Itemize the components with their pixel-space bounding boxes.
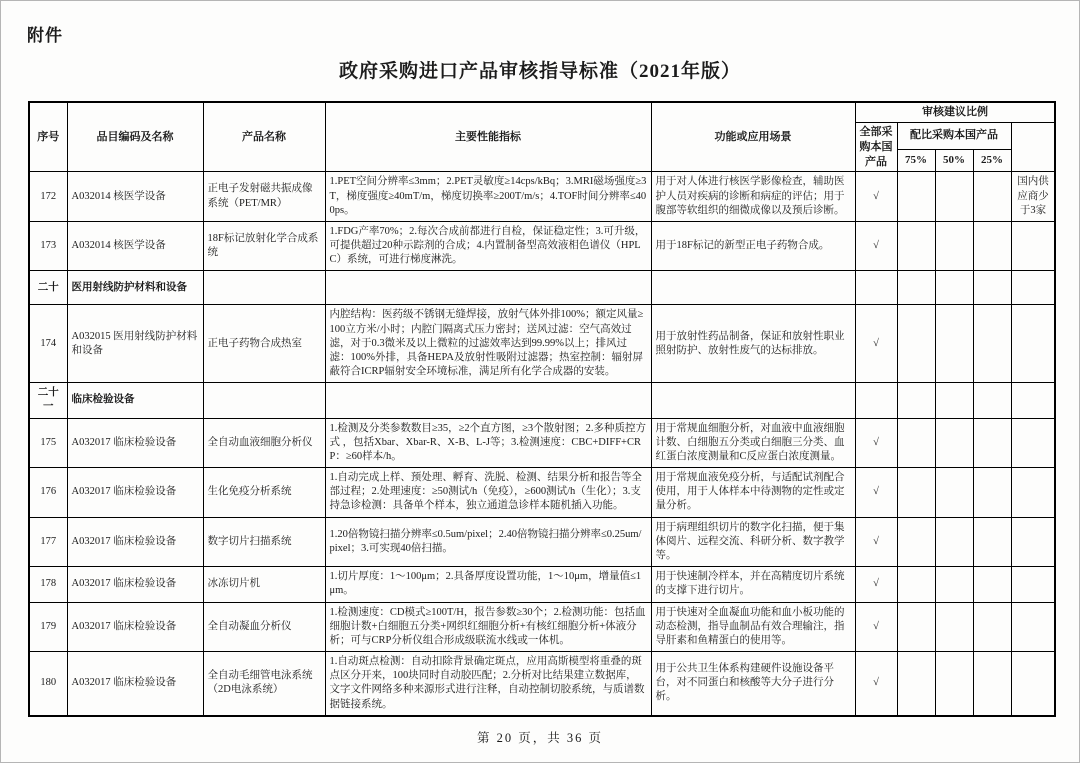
row-75 [897, 468, 935, 518]
header-performance: 主要性能指标 [325, 102, 651, 172]
row-all-domestic-check: √ [855, 221, 897, 271]
row-product-name: 生化免疫分析系统 [203, 468, 325, 518]
row-item-code: A032017 临床检验设备 [67, 652, 203, 716]
row-item-code: A032017 临床检验设备 [67, 468, 203, 518]
row-performance: 1.20倍物镜扫描分辨率≤0.5um/pixel；2.40倍物镜扫描分辨率≤0.25um/pixel；3.可实现40倍扫描。 [325, 517, 651, 567]
row-product-name: 全自动毛细管电泳系统（2D电泳系统） [203, 652, 325, 716]
row-item-code: A032014 核医学设备 [67, 221, 203, 271]
row-seq: 174 [29, 305, 67, 383]
row-all-domestic-check: √ [855, 418, 897, 468]
row-75 [897, 221, 935, 271]
header-50: 50% [935, 149, 973, 171]
row-75 [897, 602, 935, 652]
standards-table-container [28, 101, 1054, 717]
row-25 [973, 221, 1011, 271]
table-row [29, 652, 1055, 716]
row-25 [973, 305, 1011, 383]
row-application: 用于快速对全血凝血功能和血小板功能的动态检测，指导血制品有效合理输注，指导肝素和鱼精蛋白的使用等。 [651, 602, 855, 652]
row-seq: 173 [29, 221, 67, 271]
table-row [29, 418, 1055, 468]
section-row [29, 383, 1055, 418]
section-50 [935, 271, 973, 305]
row-remarks [1011, 305, 1055, 383]
header-proportional: 配比采购本国产品 [897, 122, 1011, 149]
row-item-code: A032017 临床检验设备 [67, 567, 203, 602]
row-seq: 177 [29, 517, 67, 567]
section-seq: 二十一 [29, 383, 67, 418]
row-performance: 1.PET空间分辨率≤3mm；2.PET灵敏度≥14cps/kBq；3.MRI磁场强度≥3T，梯度强度≥40mT/m，梯度切换率≥200T/m/s；4.TOF时间分辨率≤400ps。 [325, 172, 651, 222]
row-application: 用于放射性药品制备，保证和放射性职业照射防护、放射性废气的达标排放。 [651, 305, 855, 383]
row-all-domestic-check: √ [855, 305, 897, 383]
section-50 [935, 383, 973, 418]
header-25: 25% [973, 149, 1011, 171]
row-remarks [1011, 221, 1055, 271]
page-indicator: 第 20 页，共 36 页 [476, 731, 603, 745]
row-25 [973, 652, 1011, 716]
row-50 [935, 468, 973, 518]
row-application: 用于常规血液免疫分析，与适配试剂配合使用，用于人体样本中待测物的定性或定量分析。 [651, 468, 855, 518]
row-25 [973, 567, 1011, 602]
row-remarks: 国内供应商少于3家 [1011, 172, 1055, 222]
section-row [29, 271, 1055, 305]
row-application: 用于常规血细胞分析，对血液中血液细胞计数、白细胞五分类或白细胞三分类、血红蛋白浓度测量和C反应蛋白浓度测量。 [651, 418, 855, 468]
row-performance: 1.检测速度：CD模式≥100T/H，报告参数≥30个；2.检测功能：包括血细胞计数+白细胞五分类+网织红细胞分析+有核红细胞分析+体液分析；可与CRP分析仪组合形成级联流水线或一体机。 [325, 602, 651, 652]
section-25 [973, 383, 1011, 418]
row-remarks [1011, 652, 1055, 716]
row-seq: 179 [29, 602, 67, 652]
header-product-name: 产品名称 [203, 102, 325, 172]
row-remarks [1011, 602, 1055, 652]
section-75 [897, 271, 935, 305]
header-item-code: 品目编码及名称 [67, 102, 203, 172]
section-product [203, 383, 325, 418]
row-all-domestic-check: √ [855, 517, 897, 567]
row-item-code: A032017 临床检验设备 [67, 602, 203, 652]
section-performance [325, 271, 651, 305]
row-50 [935, 221, 973, 271]
row-25 [973, 517, 1011, 567]
row-product-name: 全自动凝血分析仪 [203, 602, 325, 652]
table-body [29, 172, 1055, 716]
row-performance: 1.检测及分类参数数目≥35，≥2个直方图，≥3个散射图；2.多种质控方式 ，包括Xbar、Xbar-R、X-B、L-J等；3.检测速度：CBC+DIFF+CRP：≥60样本/h。 [325, 418, 651, 468]
row-25 [973, 602, 1011, 652]
section-remarks [1011, 383, 1055, 418]
row-seq: 178 [29, 567, 67, 602]
row-50 [935, 517, 973, 567]
row-application: 用于对人体进行核医学影像检查，辅助医护人员对疾病的诊断和病症的评估；用于腹部等软组织的细微成像以及预后诊断。 [651, 172, 855, 222]
row-performance: 1.切片厚度：1～100μm；2.具备厚度设置功能，1～10μm，增量值≤1μm。 [325, 567, 651, 602]
row-seq: 180 [29, 652, 67, 716]
section-seq: 二十 [29, 271, 67, 305]
row-seq: 175 [29, 418, 67, 468]
section-performance [325, 383, 651, 418]
header-review-ratio: 审核建议比例 [855, 102, 1055, 122]
row-seq: 172 [29, 172, 67, 222]
section-application [651, 271, 855, 305]
table-row [29, 305, 1055, 383]
row-50 [935, 305, 973, 383]
row-performance: 内腔结构：医药级不锈钢无缝焊接，放射气体外排100%；额定风量≥100立方米/小时；内腔门隔离式压力密封；送风过滤：空气高效过滤，对于0.3微米及以上微粒的过滤效率达到99.99%以上；排风过滤：100%外排，具备HEPA及放射性吸附过滤器；热室控制：辐射屏蔽符合ICRP辐射安全环境标准，满足所有化学合成器的安装。 [325, 305, 651, 383]
section-application [651, 383, 855, 418]
row-all-domestic-check: √ [855, 567, 897, 602]
standards-table [28, 101, 1056, 717]
header-75: 75% [897, 149, 935, 171]
row-25 [973, 172, 1011, 222]
row-50 [935, 652, 973, 716]
section-title: 医用射线防护材料和设备 [67, 271, 203, 305]
header-all-domestic: 全部采购本国产品 [855, 122, 897, 172]
row-item-code: A032017 临床检验设备 [67, 418, 203, 468]
row-all-domestic-check: √ [855, 468, 897, 518]
row-product-name: 冰冻切片机 [203, 567, 325, 602]
row-performance: 1.FDG产率70%；2.每次合成前都进行自检，保证稳定性；3.可升级，可提供超过20种示踪剂的合成；4.内置制备型高效液相色谱仪（HPLC）系统，可进行梯度淋洗。 [325, 221, 651, 271]
row-50 [935, 172, 973, 222]
row-application: 用于18F标记的新型正电子药物合成。 [651, 221, 855, 271]
table-row [29, 468, 1055, 518]
page-title: 政府采购进口产品审核指导标准（2021年版） [338, 61, 741, 82]
section-remarks [1011, 271, 1055, 305]
header-seq: 序号 [29, 102, 67, 172]
attachment-label: 附件 [27, 26, 63, 45]
section-product [203, 271, 325, 305]
row-75 [897, 567, 935, 602]
row-remarks [1011, 517, 1055, 567]
row-performance: 1.自动完成上样、预处理、孵育、洗脱、检测、结果分析和报告等全部过程；2.处理速度：≥50测试/h（免疫），≥600测试/h（生化）；3.支持急诊检测：具备单个样本，独立通道急诊样本随机插入功能。 [325, 468, 651, 518]
row-item-code: A032014 核医学设备 [67, 172, 203, 222]
row-75 [897, 305, 935, 383]
row-25 [973, 418, 1011, 468]
section-title: 临床检验设备 [67, 383, 203, 418]
row-25 [973, 468, 1011, 518]
row-all-domestic-check: √ [855, 172, 897, 222]
section-75 [897, 383, 935, 418]
row-product-name: 18F标记放射化学合成系统 [203, 221, 325, 271]
row-remarks [1011, 418, 1055, 468]
row-application: 用于病理组织切片的数字化扫描，便于集体阅片、远程交流、科研分析、数字教学等。 [651, 517, 855, 567]
row-75 [897, 172, 935, 222]
row-all-domestic-check: √ [855, 652, 897, 716]
section-all-domestic [855, 383, 897, 418]
row-75 [897, 652, 935, 716]
row-product-name: 正电子发射磁共振成像系统（PET/MR） [203, 172, 325, 222]
table-row [29, 517, 1055, 567]
table-row [29, 567, 1055, 602]
table-row [29, 172, 1055, 222]
row-product-name: 数字切片扫描系统 [203, 517, 325, 567]
row-seq: 176 [29, 468, 67, 518]
row-item-code: A032017 临床检验设备 [67, 517, 203, 567]
header-application: 功能或应用场景 [651, 102, 855, 172]
row-application: 用于快速制冷样本，并在高精度切片系统的支撑下进行切片。 [651, 567, 855, 602]
row-75 [897, 418, 935, 468]
row-remarks [1011, 468, 1055, 518]
row-75 [897, 517, 935, 567]
section-25 [973, 271, 1011, 305]
table-header [29, 102, 1055, 172]
row-50 [935, 418, 973, 468]
table-row [29, 221, 1055, 271]
row-product-name: 正电子药物合成热室 [203, 305, 325, 383]
row-product-name: 全自动血液细胞分析仪 [203, 418, 325, 468]
row-application: 用于公共卫生体系构建硬件设施设备平台，对不同蛋白和核酸等大分子进行分析。 [651, 652, 855, 716]
row-item-code: A032015 医用射线防护材料和设备 [67, 305, 203, 383]
row-all-domestic-check: √ [855, 602, 897, 652]
section-all-domestic [855, 271, 897, 305]
table-row [29, 602, 1055, 652]
row-50 [935, 602, 973, 652]
row-remarks [1011, 567, 1055, 602]
row-performance: 1.自动斑点检测：自动扣除背景确定斑点，应用高斯模型将重叠的斑点区分开来，100块同时自动胶匹配；2.分析对比结果建立数据库，文字文件网络多种来源形式进行注释，自动控制切胶系统，与质谱数据链接系统。 [325, 652, 651, 716]
row-50 [935, 567, 973, 602]
